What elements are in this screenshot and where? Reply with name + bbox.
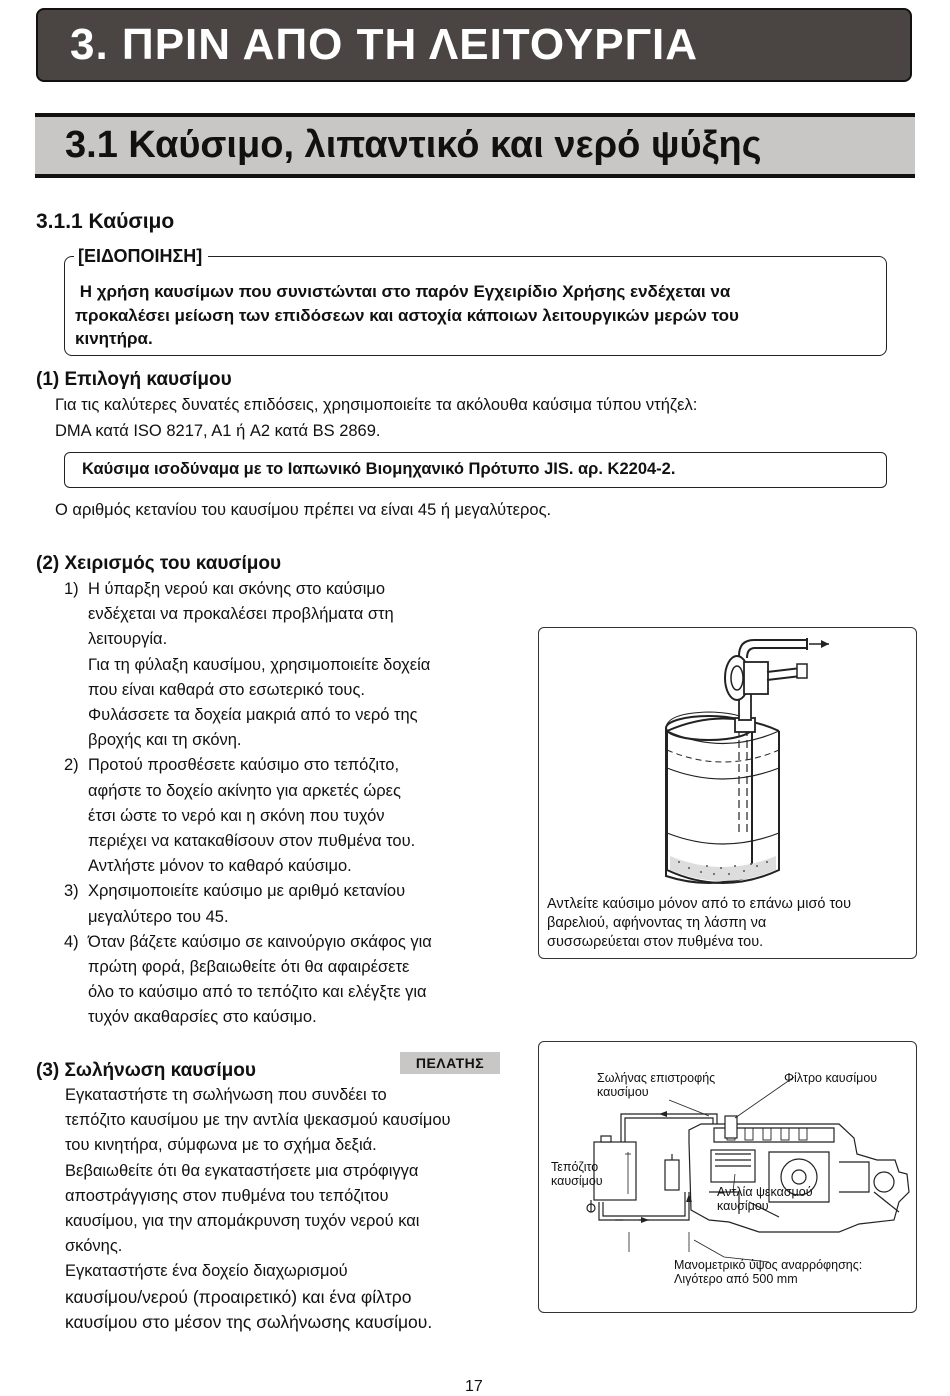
chapter-banner [36, 8, 912, 82]
piping-line: τεπόζιτο καυσίμου με την αντλία ψεκασμού καυσίμου [65, 1111, 451, 1130]
notice-text [75, 280, 875, 351]
diagram-label-line: Αντλία ψεκασμού [717, 1185, 813, 1199]
piping-line: Εγκαταστήστε ένα δοχείο διαχωρισμού [65, 1262, 348, 1281]
list-number: 3) [64, 882, 79, 901]
list-line: Όταν βάζετε καύσιμο σε καινούργιο σκάφος για [88, 932, 432, 951]
list-number: 2) [64, 756, 79, 775]
piping-line: Εγκαταστήστε τη σωλήνωση που συνδέει το [65, 1086, 387, 1104]
piping-diagram-figure [538, 1041, 917, 1313]
list-line: Η ύπαρξη νερού και σκόνης στο καύσιμο [88, 580, 386, 598]
list-line: όλο το καύσιμο από το τεπόζιτο και ελέγξτε για [88, 983, 427, 1002]
list-line: Αντλήστε μόνον το καθαρό καύσιμο. [88, 857, 352, 876]
piping-line: του κινητήρα, σύμφωνα με το σχήμα δεξιά. [65, 1136, 377, 1155]
list-item [64, 879, 524, 929]
drum-figure [538, 627, 917, 959]
fuel-filter-label: Φίλτρο καυσίμου [784, 1071, 878, 1085]
notice-label: [ΕΙΔΟΠΟΙΗΣΗ] [74, 246, 208, 267]
list-number: 4) [64, 932, 79, 951]
list-line: Φυλάσσετε τα δοχεία μακριά από το νερό της [88, 706, 418, 725]
customer-badge: ΠΕΛΑΤΗΣ [400, 1052, 500, 1074]
fuel-selection-heading: (1) Επιλογή καυσίμου [36, 369, 232, 390]
fuel-selection-line: DMA κατά ISO 8217, A1 ή A2 κατά BS 2869. [55, 422, 381, 440]
diagram-label-line: Λιγότερο από 500 mm [674, 1272, 798, 1286]
subsection-title: 3.1.1 Καύσιμο [36, 210, 175, 233]
piping-line: αποστράγγισης στον πυθμένα του τεπόζιτου [65, 1186, 389, 1205]
notice-line: προκαλέσει μείωση των επιδόσεων και αστοχία κάποιων λειτουργικών μερών του [75, 305, 739, 325]
diagram-label-line: καυσίμου [717, 1199, 769, 1213]
piping-line: Βεβαιωθείτε ότι θα εγκαταστήσετε μια στρόφιγγα [65, 1161, 419, 1180]
fuel-handling-list [64, 577, 524, 1031]
suction-head-label [674, 1258, 862, 1286]
diagram-label-line: Σωλήνας επιστροφής [597, 1071, 716, 1085]
list-line: ενδέχεται να προκαλέσει προβλήματα στη [88, 605, 394, 624]
section-banner [35, 113, 915, 178]
chapter-title: 3. ΠΡΙΝ ΑΠΟ ΤΗ ΛΕΙΤΟΥΡΓΙΑ [70, 20, 699, 69]
list-line: λειτουργία. [88, 630, 168, 649]
list-line: βροχής και τη σκόνη. [88, 731, 242, 750]
caption-line: Αντλείτε καύσιμο μόνον από το επάνω μισό του [547, 896, 852, 912]
piping-line: σκόνης. [65, 1237, 123, 1256]
diagram-label-line: Τεπόζιτο [551, 1160, 599, 1174]
list-item [64, 930, 524, 1031]
list-line: πρώτη φορά, βεβαιωθείτε ότι θα αφαιρέσετε [88, 958, 410, 977]
list-line: μεγαλύτερο του 45. [88, 907, 229, 926]
standard-note: Καύσιμα ισοδύναμα με το Ιαπωνικό Βιομηχανικό Πρότυπο JIS. αρ. K2204-2. [82, 460, 676, 478]
notice-line: κινητήρα. [75, 329, 153, 348]
piping-line: καυσίμου στο μέσον της σωλήνωσης καυσίμου. [65, 1311, 433, 1332]
fuel-handling-heading: (2) Χειρισμός του καυσίμου [36, 553, 282, 574]
list-number: 1) [64, 580, 79, 598]
injection-pump-label [717, 1185, 813, 1213]
diagram-label-line: καυσίμου [597, 1085, 649, 1099]
list-line: περιέχει να κατακαθίσουν στον πυθμένα του. [88, 832, 416, 851]
list-item [64, 753, 524, 879]
return-hose-label [597, 1071, 715, 1099]
standard-note-box [64, 452, 887, 488]
list-item [64, 577, 524, 753]
drum-figure-caption [547, 895, 909, 952]
list-line: έτσι ώστε το νερό και η σκόνη που τυχόν [88, 806, 385, 825]
list-line: τυχόν ακαθαρσίες στο καύσιμο. [88, 1008, 317, 1027]
list-line: Χρησιμοποιείτε καύσιμο με αριθμό κετανίου [88, 882, 406, 901]
fuel-tank-label [551, 1160, 603, 1188]
page-number: 17 [465, 1378, 483, 1395]
list-line: Προτού προσθέσετε καύσιμο στο τεπόζιτο, [88, 756, 400, 775]
piping-line: καυσίμου/νερού (προαιρετικό) και ένα φίλτρο [65, 1286, 412, 1307]
piping-line: καυσίμου, για την απομάκρυνση τυχόν νερού και [65, 1212, 420, 1231]
caption-line: βαρελιού, αφήνοντας τη λάσπη να [547, 915, 767, 931]
drum-pump-illustration [539, 628, 916, 893]
diagram-label-line: Μανομετρικό ύψος αναρρόφησης: [674, 1258, 863, 1272]
fuel-piping-text [65, 1083, 451, 1335]
list-line: Για τη φύλαξη καυσίμου, χρησιμοποιείτε δοχεία [88, 655, 431, 674]
fuel-selection-line: Για τις καλύτερες δυνατές επιδόσεις, χρησιμοποιείτε τα ακόλουθα καύσιμα τύπου ντήζελ: [55, 396, 698, 414]
caption-line: συσσωρεύεται στον πυθμένα του. [547, 934, 764, 950]
section-title: 3.1 Καύσιμο, λιπαντικό και νερό ψύξης [65, 124, 762, 166]
diagram-label-line: καυσίμου [551, 1174, 603, 1188]
fuel-piping-heading: (3) Σωλήνωση καυσίμου [36, 1060, 256, 1081]
list-line: που είναι καθαρά στο εσωτερικό τους. [88, 680, 365, 699]
cetane-note: Ο αριθμός κετανίου του καυσίμου πρέπει να είναι 45 ή μεγαλύτερος. [55, 501, 552, 519]
notice-line: Η χρήση καυσίμων που συνιστώνται στο παρόν Εγχειρίδιο Χρήσης ενδέχεται να [75, 282, 731, 301]
list-line: αφήστε το δοχείο ακίνητο για αρκετές ώρες [88, 781, 401, 800]
